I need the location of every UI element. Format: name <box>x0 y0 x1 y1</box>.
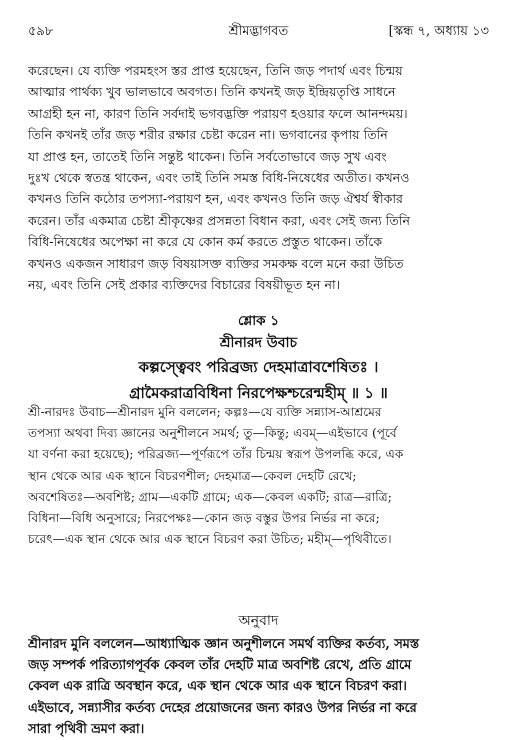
translation-line: সারা পৃথিবী ভ্রমণ করা। <box>28 721 145 737</box>
translation-line: এইভাবে, সন্ন্যাসীর কর্তব্য দেহের প্রয়োজনের জন্য কারও উপর নির্ভর না করে <box>28 700 417 716</box>
purport-paragraph <box>28 60 489 295</box>
purport-line: দুঃখ থেকে স্বতন্ত্র থাকেন, এবং তাই তিনি সমস্ত বিধি-নিষেধের অতীত। কখনও <box>28 170 410 186</box>
word-meaning-line: তপস্যা অথবা দিব্য জ্ঞানের অনুশীলনে সমর্থ; তু—কিন্তু; এবম্—এইভাবে (পূর্বে <box>28 426 397 441</box>
translation-paragraph <box>28 634 489 740</box>
purport-line: কখনও একজন সাধারণ জড় বিষয়াসক্ত ব্যক্তির সমকক্ষ বলে মনে করা উচিত <box>28 255 404 271</box>
word-meaning-line: যা বর্ণনা করা হয়েছে); পরিব্রজ্য—পূর্ণরূপে তাঁর চিন্ময় স্বরূপ উপলব্ধি করে, এক <box>28 447 404 462</box>
page-header <box>28 22 489 42</box>
word-meaning-line: শ্রী-নারদঃ উবাচ—শ্রীনারদ মুনি বললেন; কল্পঃ—যে ব্যক্তি সন্ন্যাস-আশ্রমের <box>28 405 382 419</box>
purport-line: করেছেন। যে ব্যক্তি পরমহংস স্তর প্রাপ্ত হয়েছেন, তিনি জড় পদার্থ এবং চিন্ময় <box>28 63 403 78</box>
purport-line: তিনি কখনই তাঁর জড় শরীর রক্ষার চেষ্টা করেন না। ভগবানের কৃপায় তিনি <box>28 127 388 143</box>
word-meaning-line: বিধিনা—বিধি অনুসারে; নিরপেক্ষঃ—কোন জড় বস্তুর উপর নির্ভর না করে; <box>28 511 380 526</box>
purport-line: বিধি-নিষেধের অপেক্ষা না করে যে কোন কর্ম করতে প্রস্তুত থাকেন। তাঁকে <box>28 234 383 250</box>
purport-line: করেন। তাঁর একমাত্র চেষ্টা শ্রীকৃষ্ণের প্রসন্নতা বিধান করা, এবং সেই জন্য তিনি <box>28 212 410 228</box>
purport-line: নয়, এবং তিনি সেই প্রকার ব্যক্তিদের বিচারের বিষয়ীভূত হন না। <box>28 277 341 293</box>
page-number: ৫৯৮ <box>28 24 54 39</box>
translation-heading: অনুবাদ <box>238 613 279 629</box>
purport-line: আত্মার পার্থক্য খুব ভালভাবে অবগত। তিনি কখনই জড় ইন্দ্রিয়তৃপ্তি সাধনে <box>28 84 396 100</box>
purport-line: আগ্রহী হন না, কারণ তিনি সর্বদাই ভগবদ্ভক্তি পরায়ণ হওয়ার ফলে আনন্দময়। <box>28 105 408 121</box>
verse-heading: শ্লোক ১ <box>237 313 280 329</box>
word-meanings <box>28 402 489 550</box>
purport-line: কখনও তিনি কঠোর তপস্যা-পরায়ণ হন, এবং কখনও তিনি জড় ঐশ্বর্য স্বীকার <box>28 191 403 207</box>
word-meaning-line: স্থান থেকে আর এক স্থানে বিচরণশীল; দেহমাত্র—কেবল দেহটি রেখে; <box>28 468 357 483</box>
translation-line: কেবল এক রাত্রি অবস্থান করে, এক স্থান থেকে আর এক স্থানে বিচরণ করা। <box>28 679 407 695</box>
verse-line: গ্রামৈকরাত্রবিধিনা নিরপেক্ষশ্চরেন্মহীম্ ॥ ১ ॥ <box>129 384 388 402</box>
translation-line: শ্রীনারদ মুনি বললেন—আধ্যাত্মিক জ্ঞান অনুশীলনে সমর্থ ব্যক্তির কর্তব্য, সমস্ত <box>28 637 419 652</box>
word-meaning-line: অবশেষিতঃ—অবশিষ্ট; গ্রাম—একটি গ্রামে; এক—কেবল একটি; রাত্র—রাত্রি; <box>28 489 392 504</box>
verse-speaker: শ্রীনারদ উবাচ <box>219 335 298 351</box>
verse-line: কল্পস্ত্বেবং পরিব্রজ্য দেহমাত্রাবশেষিতঃ । <box>138 358 379 376</box>
purport-line: যা প্রাপ্ত হন, তাতেই তিনি সন্তুষ্ট থাকেন। তিনি সর্বতোভাবে জড় সুখ এবং <box>28 148 387 164</box>
translation-line: জড় সম্পর্ক পরিত্যাগপূর্বক কেবল তাঁর দেহটি মাত্র অবশিষ্ট রেখে, প্রতি গ্রামে <box>28 658 412 674</box>
verse-block <box>28 310 489 406</box>
chapter-reference: [স্কন্ধ ৭, অধ্যায় ১৩ <box>388 24 489 39</box>
word-meaning-line: চরেৎ—এক স্থান থেকে আর এক স্থানে বিচরণ করা উচিত; মহীম্—পৃথিবীতে। <box>28 532 392 547</box>
book-title: শ্রীমদ্ভাগবত <box>228 24 289 39</box>
